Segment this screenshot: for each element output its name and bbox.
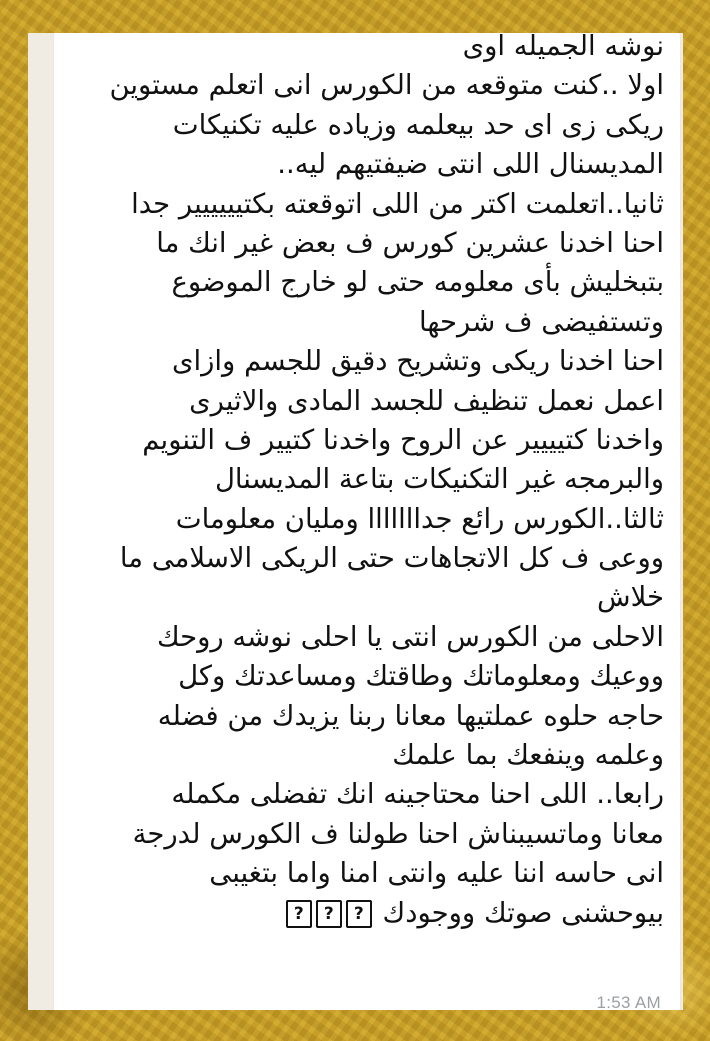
message-line: اعمل نعمل تنظيف للجسد المادى والاثيرى bbox=[189, 384, 664, 417]
message-line: والبرمجه غير التكنيكات بتاعة المديسنال bbox=[214, 463, 664, 496]
message-line: احنا اخدنا عشرين كورس ف بعض غير انك ما bbox=[156, 226, 664, 259]
message-line: نوشه الجميله اوى bbox=[462, 33, 664, 62]
bubble-tail bbox=[70, 1007, 84, 1010]
message-line: ريكى زى اى حد بيعلمه وزياده عليه تكنيكات bbox=[172, 108, 664, 141]
message-line-last bbox=[64, 894, 664, 933]
message-bubble[interactable] bbox=[54, 33, 680, 1010]
message-line: اولا ..كنت متوقعه من الكورس انى اتعلم مستوين bbox=[109, 69, 664, 102]
message-line-last-text: بيوحشنى صوتك ووجودك bbox=[382, 896, 664, 929]
message-line: حاجه حلوه عملتيها معانا ربنا يزيدك من فضله bbox=[157, 699, 664, 732]
message-line: انى حاسه اننا عليه وانتى امنا واما بتغيبى bbox=[209, 857, 664, 890]
message-line: خلاش bbox=[597, 581, 664, 614]
message-line: الاحلى من الكورس انتى يا احلى نوشه روحك bbox=[156, 620, 664, 653]
message-line: معانا وماتسيبناش احنا طولنا ف الكورس لدرجة bbox=[132, 817, 664, 850]
unsupported-emoji-icon: ? bbox=[286, 900, 312, 928]
message-line: وعلمه وينفعك بما علمك bbox=[392, 739, 664, 772]
message-line: ثانيا..اتعلمت اكتر من اللى اتوقعته بكتيييييير جدا bbox=[131, 187, 664, 220]
message-text bbox=[64, 33, 664, 933]
message-line: بتبخليش بأى معلومه حتى لو خارج الموضوع bbox=[171, 266, 664, 299]
message-line: واخدنا كتيييير عن الروح واخدنا كتيير ف التنويم bbox=[142, 423, 664, 456]
message-line: احنا اخدنا ريكى وتشريح دقيق للجسم وازاى bbox=[171, 345, 664, 378]
message-line: ووعى ف كل الاتجاهات حتى الريكى الاسلامى ما bbox=[119, 542, 664, 575]
emoji-row bbox=[284, 894, 374, 933]
message-line: ثالثا..الكورس رائع جدااااااا ومليان معلومات bbox=[175, 502, 664, 535]
chat-area bbox=[28, 33, 683, 1010]
message-line: رابعا.. اللى احنا محتاجينه انك تفضلى مكمله bbox=[171, 778, 664, 811]
unsupported-emoji-icon: ? bbox=[346, 900, 372, 928]
message-line: المديسنال اللى انتى ضيفتيهم ليه.. bbox=[277, 148, 664, 181]
message-timestamp: 1:53 AM bbox=[596, 993, 661, 1010]
message-line: ووعيك ومعلوماتك وطاقتك ومساعدتك وكل bbox=[178, 660, 664, 693]
unsupported-emoji-icon: ? bbox=[316, 900, 342, 928]
message-line: وتستفيضى ف شرحها bbox=[418, 305, 664, 338]
